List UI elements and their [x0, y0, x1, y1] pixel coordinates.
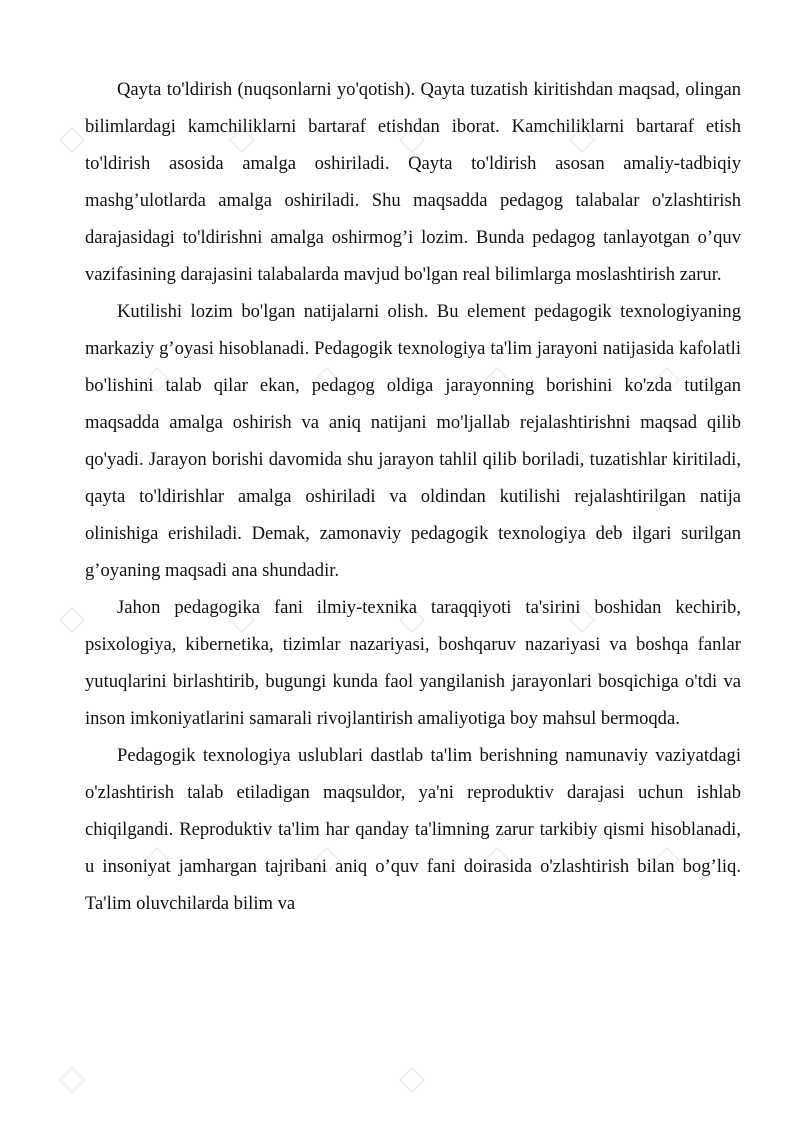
paragraph-world-pedagogy: Jahon pedagogika fani ilmiy-texnika taraqqiyoti ta'sirini boshidan kechirib, psixologiya, kibernetika, tizimlar nazariyasi, boshqaruv nazariyasi va boshqa fanlar yutuqlarini birlashtirib, bugungi kunda faol yangilanish jarayonlari bosqichiga o'tdi va inson imkoniyatlarini samarali rivojlantirish amaliyotiga boy mahsul bermoqda.: [85, 597, 741, 729]
paragraph-technology-methods: Pedagogik texnologiya uslublari dastlab ta'lim berishning namunaviy vaziyatdagi o'zlashtirish talab etiladigan maqsuldor, ya'ni reproduktiv darajasi uchun ishlab chiqilgandi. Reproduktiv ta'lim har qanday ta'limning zarur tarkibiy qismi hisoblanadi, u insoniyat jamhargan tajribani aniq o’quv fani doirasida o'zlashtirish bilan bog’liq. Ta'lim oluvchilarda bilim va: [85, 745, 741, 914]
body-text: [85, 71, 741, 922]
paragraph-expected-results: Kutilishi lozim bo'lgan natijalarni olish. Bu element pedagogik texnologiyaning markaziy g’oyasi hisoblanadi. Pedagogik texnologiya ta'lim jarayoni natijasida kafolatli bo'lishini talab qilar ekan, pedagog oldiga jarayonning borishini ko'zda tutilgan maqsadda amalga oshirish va aniq natijani mo'ljallab rejalashtirishni maqsad qilib qo'yadi. Jarayon borishi davomida shu jarayon tahlil qilib boriladi, tuzatishlar kiritiladi, qayta to'ldirishlar amalga oshiriladi va oldindan kutilishi rejalashtirilgan natija olinishiga erishiladi. Demak, zamonaviy pedagogik texnologiya deb ilgari surilgan g’oyaning maqsadi ana shundadir.: [85, 301, 741, 581]
paragraph-requalification: Qayta to'ldirish (nuqsonlarni yo'qotish). Qayta tuzatish kiritishdan maqsad, olingan bilimlardagi kamchiliklarni bartaraf etishdan iborat. Kamchiliklarni bartaraf etish to'ldirish asosida amalga oshiriladi. Qayta to'ldirish asosan amaliy-tadbiqiy mashg’ulotlarda amalga oshiriladi. Shu maqsadda pedagog talabalar o'zlashtirish darajasidagi to'ldirishni amalga oshirmog’i lozim. Bunda pedagog tanlayotgan o’quv vazifasining darajasini talabalarda mavjud bo'lgan real bilimlarga moslashtirish zarur.: [85, 79, 741, 285]
